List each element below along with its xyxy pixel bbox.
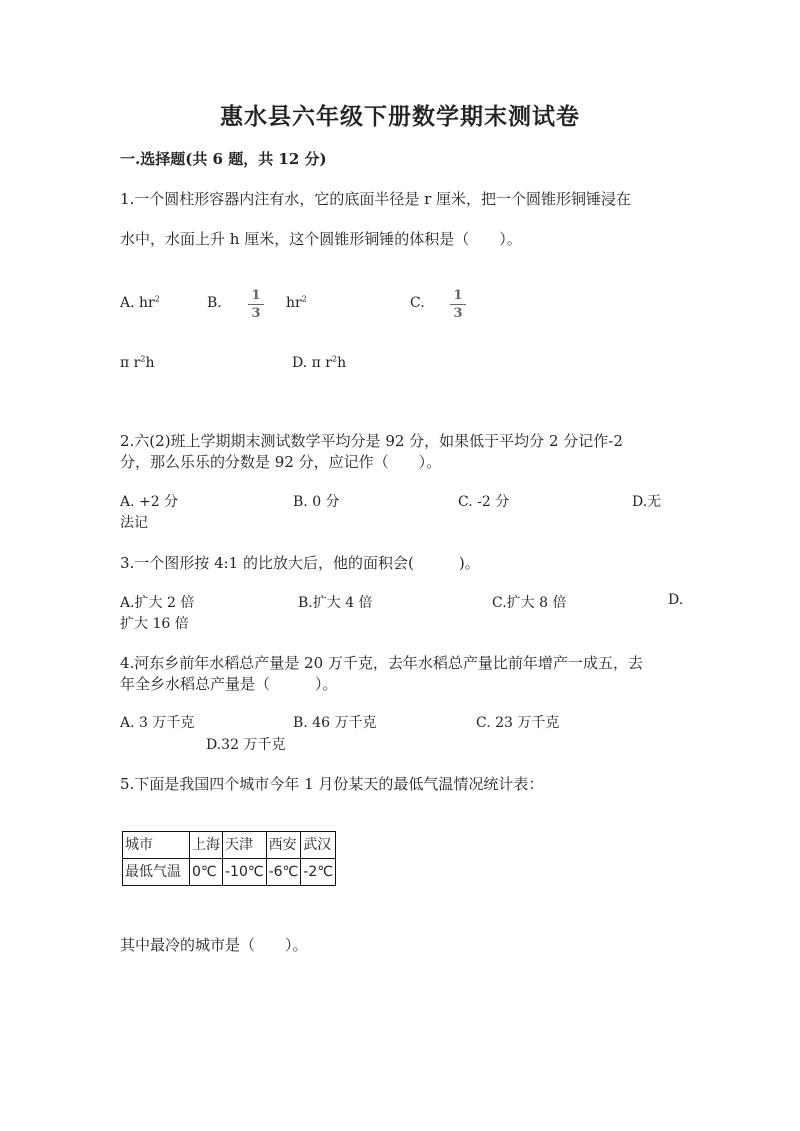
table-cell: 西安 <box>266 832 301 859</box>
table-cell: 武汉 <box>301 832 336 859</box>
temperature-table <box>122 831 336 886</box>
table-cell: 最低气温 <box>123 859 190 886</box>
q4-option-c[interactable]: C. 23 万千克 <box>476 715 560 731</box>
q1-option-d-pre: D. π r <box>292 355 332 371</box>
q2-line1: 2.六(2)班上学期期末测试数学平均分是 92 分，如果低于平均分 2 分记作-2 <box>120 432 623 450</box>
table-cell: 0℃ <box>190 859 223 886</box>
q1-option-d-exponent: 2 <box>331 354 338 364</box>
q1-option-b-fraction <box>248 288 264 321</box>
q1-option-b-tail <box>286 295 307 311</box>
q4-option-d[interactable]: D.32 万千克 <box>206 737 286 753</box>
fraction-bar <box>248 304 264 305</box>
q1-option-a[interactable] <box>120 295 160 311</box>
q1-option-b-label[interactable]: B. <box>207 295 222 311</box>
fraction-bar <box>450 304 466 305</box>
table-cell: 上海 <box>190 832 223 859</box>
q1-option-c-tail-post: h <box>145 355 155 371</box>
q1-option-b-tail-text: hr <box>286 295 302 311</box>
q2-option-d-continued: 法记 <box>120 515 148 531</box>
section-heading: 一.选择题(共 6 题，共 12 分) <box>120 150 327 168</box>
table-cell: -10℃ <box>223 859 267 886</box>
q1-option-d[interactable] <box>292 355 346 371</box>
q5-question: 其中最冷的城市是（ ）。 <box>120 936 308 954</box>
table-cell: -6℃ <box>266 859 301 886</box>
q1-option-c-fraction-denominator: 3 <box>453 306 463 321</box>
table-cell: 天津 <box>223 832 267 859</box>
q5-line1: 5.下面是我国四个城市今年 1 月份某天的最低气温情况统计表： <box>120 775 544 793</box>
q4-option-a[interactable]: A. 3 万千克 <box>120 715 195 731</box>
q2-option-d[interactable]: D.无 <box>632 494 662 510</box>
q3-option-c[interactable]: C.扩大 8 倍 <box>492 595 567 611</box>
q2-option-b[interactable]: B. 0 分 <box>293 494 340 510</box>
q4-line2: 年全乡水稻总产量是（ ）。 <box>120 675 338 693</box>
q1-line2: 水中，水面上升 h 厘米，这个圆锥形铜锤的体积是（ ）。 <box>120 230 522 248</box>
q1-option-b-fraction-numerator: 1 <box>251 288 261 303</box>
table-row <box>123 832 336 859</box>
q1-option-c-tail-pre: π r <box>120 355 141 371</box>
q2-option-a[interactable]: A. +2 分 <box>120 494 179 510</box>
q1-option-a-text: A. hr <box>120 295 155 311</box>
table-row <box>123 859 336 886</box>
table-cell: 城市 <box>123 832 190 859</box>
q1-line1: 1.一个圆柱形容器内注有水，它的底面半径是 r 厘米，把一个圆锥形铜锤浸在 <box>120 190 632 208</box>
q3-option-d-continued: 扩大 16 倍 <box>120 616 189 632</box>
q1-option-c-fraction-numerator: 1 <box>453 288 463 303</box>
q1-option-c-exponent: 2 <box>140 354 146 364</box>
q1-option-b-fraction-denominator: 3 <box>251 306 261 321</box>
q3-option-d[interactable]: D. <box>668 592 684 608</box>
table-cell: -2℃ <box>301 859 336 886</box>
q3-option-b[interactable]: B.扩大 4 倍 <box>298 595 373 611</box>
page-title: 惠水县六年级下册数学期末测试卷 <box>220 103 580 130</box>
q2-option-c[interactable]: C. -2 分 <box>458 494 510 510</box>
q4-option-b[interactable]: B. 46 万千克 <box>293 715 377 731</box>
q1-option-b-exponent: 2 <box>301 294 307 304</box>
q1-option-d-post: h <box>337 355 347 371</box>
q1-option-a-exponent: 2 <box>154 294 160 304</box>
q4-line1: 4.河东乡前年水稻总产量是 20 万千克，去年水稻总产量比前年增产一成五，去 <box>120 654 643 672</box>
q1-option-c-fraction <box>450 288 466 321</box>
q1-option-c-label[interactable]: C. <box>410 295 425 311</box>
q3-line1: 3.一个图形按 4:1 的比放大后，他的面积会( )。 <box>120 554 480 572</box>
q3-option-a[interactable]: A.扩大 2 倍 <box>120 595 195 611</box>
q2-line2: 分，那么乐乐的分数是 92 分，应记作（ ）。 <box>120 453 442 471</box>
q1-option-c-tail <box>120 355 154 371</box>
